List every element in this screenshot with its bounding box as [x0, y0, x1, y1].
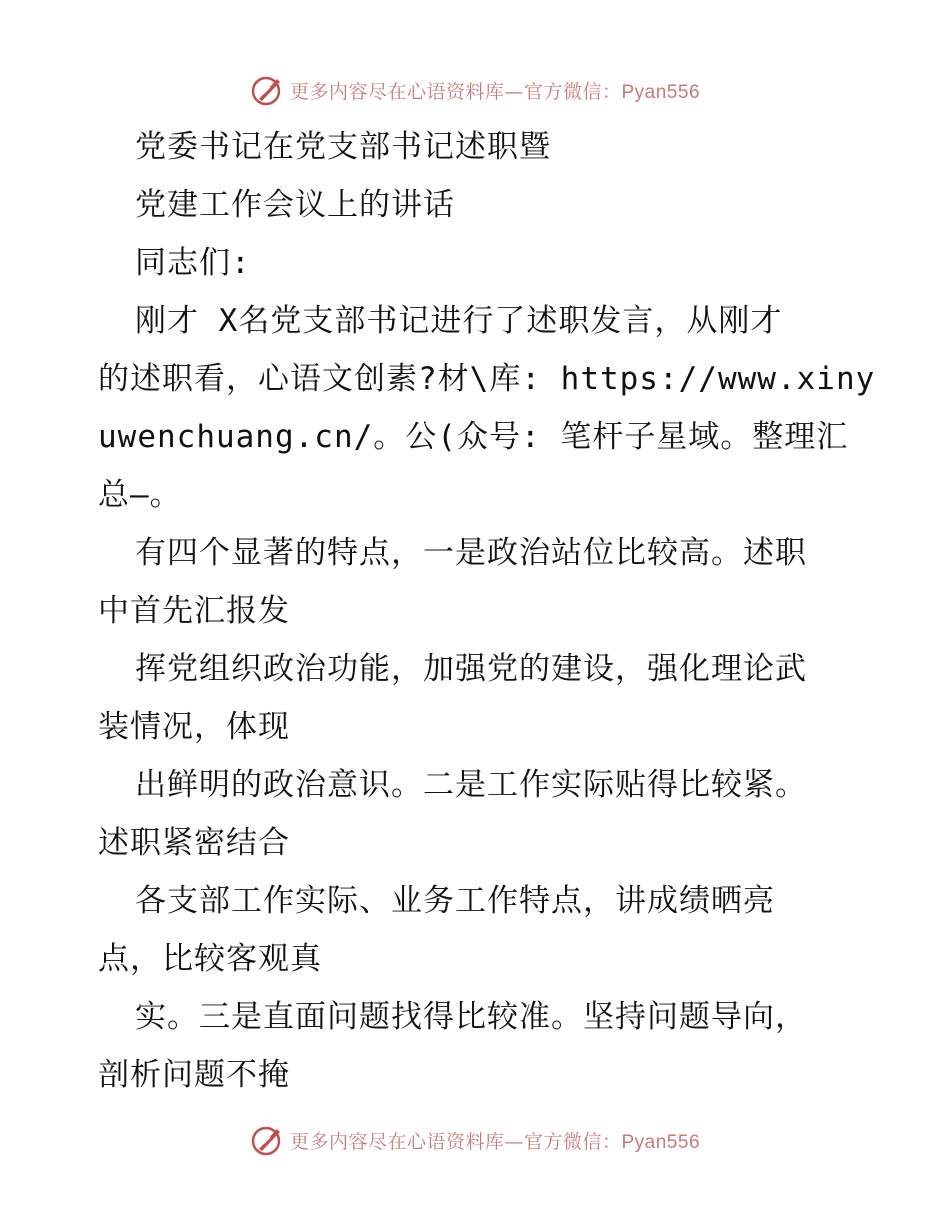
- paragraph-line: 出鲜明的政治意识。二是工作实际贴得比较紧。: [135, 767, 807, 803]
- title-line-2: 党建工作会议上的讲话: [135, 187, 455, 223]
- footer-watermark: [0, 1120, 950, 1160]
- paragraph-line: 剖析问题不掩: [98, 1057, 290, 1093]
- paragraph-line: uwenchuang.cn/。公(众号: 笔杆子星域。整理汇: [98, 419, 849, 455]
- paragraph-line: 述职紧密结合: [98, 825, 290, 861]
- salutation: 同志们:: [135, 245, 251, 281]
- paragraph-line: 挥党组织政治功能，加强党的建设，强化理论武: [135, 651, 807, 687]
- watermark-wechat-id: Pyan556: [621, 1131, 701, 1153]
- paragraph-line: 有四个显著的特点，一是政治站位比较高。述职: [135, 535, 807, 571]
- quill-pen-circle-icon: [250, 1123, 284, 1157]
- watermark-brand: 更多内容尽在心语资料库—官方微信：Pyan556: [289, 80, 701, 103]
- document-body: [98, 118, 876, 1104]
- watermark-wechat-id: Pyan556: [621, 81, 701, 103]
- paragraph-line: 刚才 X名党支部书记进行了述职发言，从刚才: [135, 303, 783, 339]
- paragraph-line: 中首先汇报发: [98, 593, 290, 629]
- paragraph-line: 各支部工作实际、业务工作特点，讲成绩晒亮: [135, 883, 775, 919]
- paragraph-line: 的述职看，心语文创素?材\库: https://www.xiny: [98, 361, 876, 397]
- header-watermark: [0, 70, 950, 110]
- paragraph-line: 总—。: [98, 477, 182, 513]
- watermark-brand: 更多内容尽在心语资料库—官方微信：Pyan556: [289, 1130, 701, 1153]
- paragraph-line: 装情况，体现: [98, 709, 290, 745]
- quill-pen-circle-icon: [250, 73, 284, 107]
- paragraph-line: 实。三是直面问题找得比较准。坚持问题导向，: [135, 999, 807, 1035]
- paragraph-line: 点，比较客观真: [98, 941, 322, 977]
- title-line-1: 党委书记在党支部书记述职暨: [135, 129, 551, 165]
